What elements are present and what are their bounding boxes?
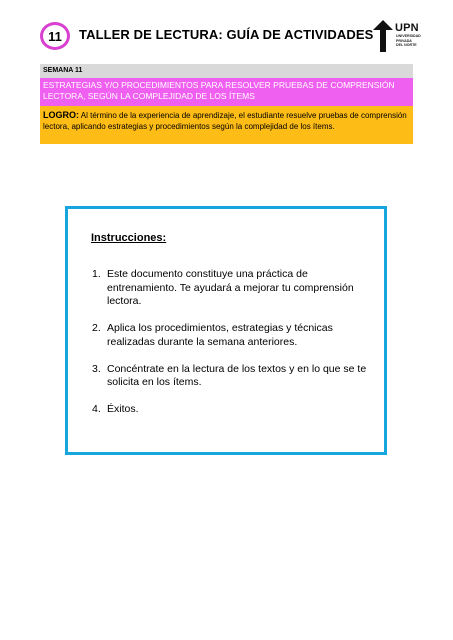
instructions-title: Instrucciones: bbox=[91, 232, 167, 244]
week-number-badge: 11 bbox=[40, 22, 70, 50]
upn-logo bbox=[373, 20, 423, 56]
strategy-heading: ESTRATEGIAS Y/O PROCEDIMIENTOS PARA RESOLVER PRUEBAS DE COMPRENSIÓN LECTORA, SEGÚN LA COMPLEJIDAD DE LOS ÍTEMS bbox=[40, 78, 413, 106]
page-title: TALLER DE LECTURA: GUÍA DE ACTIVIDADES bbox=[79, 27, 374, 42]
instruction-number: 1. bbox=[92, 268, 101, 280]
instructions-box bbox=[65, 206, 387, 455]
instruction-number: 4. bbox=[92, 403, 101, 415]
instruction-text: Aplica los procedimientos, estrategias y técnicas realizadas durante la semana anteriores. bbox=[107, 322, 333, 348]
instruction-item bbox=[92, 403, 377, 417]
logro-section bbox=[40, 106, 413, 144]
logo-subtitle: UNIVERSIDAD PRIVADA DEL NORTE bbox=[396, 34, 421, 48]
instruction-text: Este documento constituye una práctica de entrenamiento. Te ayudará a mejorar tu comprensión lectora. bbox=[107, 268, 354, 307]
logro-label: LOGRO: bbox=[43, 110, 79, 120]
upn-logo-icon bbox=[373, 20, 393, 52]
week-label: SEMANA 11 bbox=[40, 64, 413, 78]
instruction-item bbox=[92, 268, 377, 309]
instruction-number: 2. bbox=[92, 322, 101, 334]
instruction-text: Concéntrate en la lectura de los textos y en lo que se te solicita en los ítems. bbox=[107, 362, 367, 388]
instruction-item bbox=[92, 322, 377, 349]
instruction-text: Éxitos. bbox=[107, 403, 139, 415]
page-header bbox=[0, 0, 453, 62]
logo-name: UPN bbox=[395, 22, 419, 34]
instruction-number: 3. bbox=[92, 362, 101, 375]
logro-text: Al término de la experiencia de aprendizaje, el estudiante resuelve pruebas de comprensión lectora, aplicando estrategias y procedimientos según la complejidad de los ítems. bbox=[43, 111, 407, 131]
instructions-list bbox=[92, 268, 377, 430]
instruction-item bbox=[92, 363, 377, 390]
